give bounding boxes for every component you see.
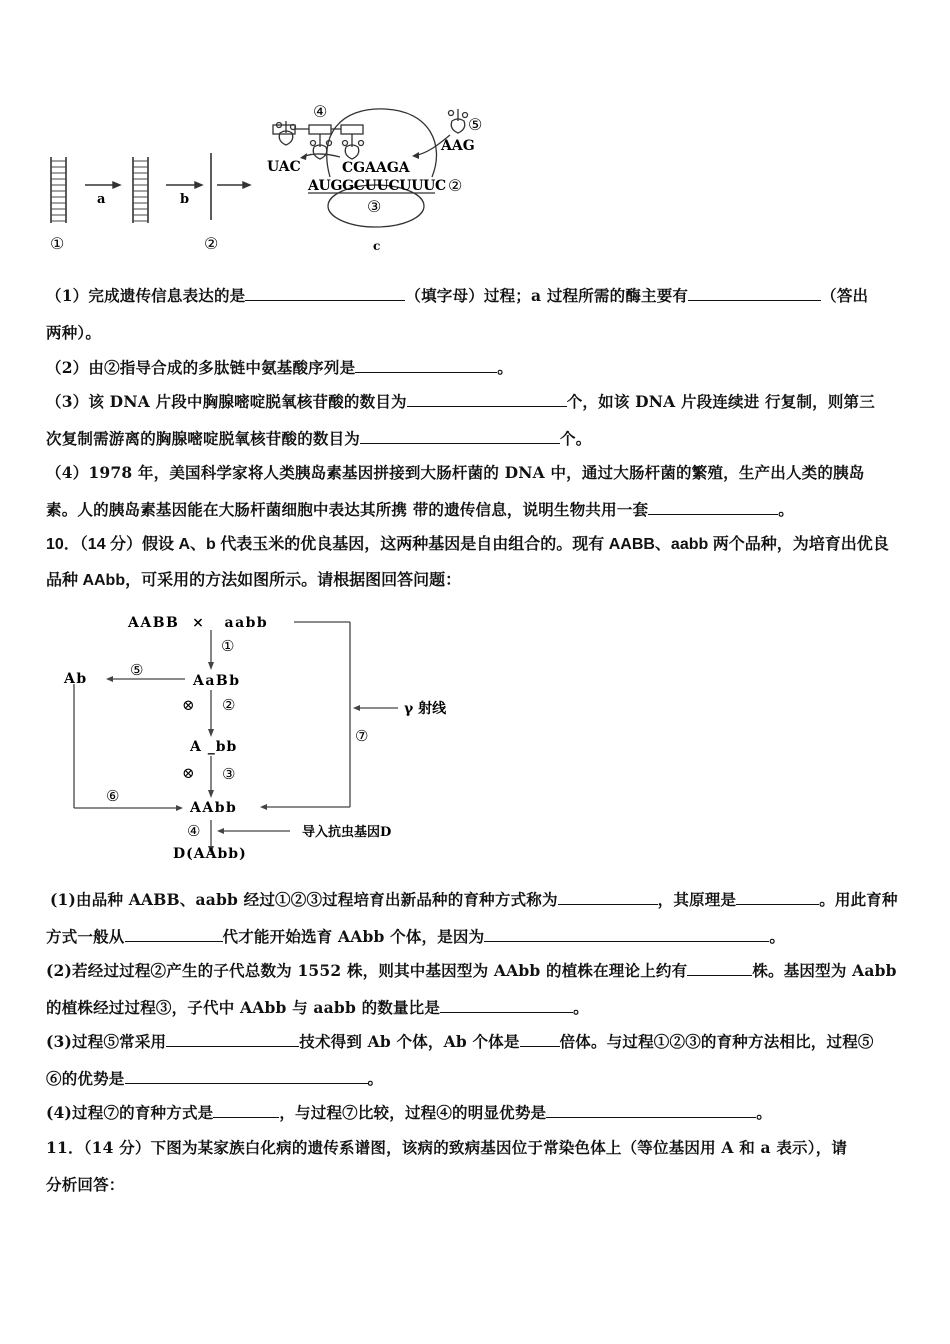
- q10-header-line2: 品种 AAbb，可采用的方法如图所示。请根据图回答问题：: [46, 572, 462, 589]
- q9-part3-line2: 次复制需游离的胸腺嘧啶脱氧核苷酸的数目为 个。: [46, 429, 592, 448]
- a-bb-genotype: A _bb: [190, 739, 238, 755]
- answer-blank[interactable]: [688, 286, 821, 301]
- q10-sub2-line2: 的植株经过过程③，子代中 AAbb 与 aabb 的数量比是 。: [46, 998, 589, 1017]
- answer-blank[interactable]: [213, 1103, 279, 1118]
- gamma-ray-label: γ 射线: [404, 701, 447, 717]
- mrna-sequence: AUGGCUUCUUUC: [308, 178, 446, 194]
- insert-gene-label: 导入抗虫基因D: [302, 825, 392, 840]
- answer-blank[interactable]: [520, 1032, 560, 1047]
- q10-header-line1: 10．（14 分）假设 A、b 代表玉米的优良基因，这两种基因是自由组合的。现有 AABB、aabb 两个品种，为培育出优良: [46, 536, 889, 553]
- q9-part2: （2）由②指导合成的多肽链中氨基酸序列是 。: [46, 358, 513, 377]
- trna-label-5: ⑤: [468, 115, 483, 134]
- q10-sub3-line2: ⑥的优势是 。: [46, 1069, 384, 1088]
- q10-sub1-line1: (1)由品种 AABB、aabb 经过①②③过程培育出新品种的育种方式称为 ，其原理是 。用此育种: [50, 890, 898, 909]
- process-b-label: b: [180, 192, 190, 207]
- answer-blank[interactable]: [558, 890, 658, 905]
- answer-blank[interactable]: [546, 1103, 756, 1118]
- step-5-label: ⑤: [130, 661, 144, 679]
- q11-line1: 11．（14 分）下图为某家族白化病的遗传系谱图，该病的致病基因位于常染色体上（等位基因用 A 和 a 表示），请: [46, 1138, 848, 1157]
- q11-line2: 分析回答：: [46, 1175, 125, 1194]
- final-genotype: D(AAbb): [173, 846, 247, 862]
- breeding-flow-diagram: [50, 600, 470, 870]
- mrna-label-2-right: ②: [448, 176, 463, 195]
- step-2-label: ②: [222, 696, 236, 714]
- step-6-label: ⑥: [106, 787, 120, 805]
- target-genotype: AAbb: [190, 800, 238, 816]
- ab-genotype: Ab: [64, 671, 88, 687]
- q10-sub1-line2: 方式一般从 代才能开始选育 AAbb 个体，是因为 。: [46, 927, 786, 946]
- answer-blank[interactable]: [125, 1069, 368, 1084]
- q9-part3-line1: （3）该 DNA 片段中胸腺嘧啶脱氧核苷酸的数目为 个，如该 DNA 片段连续进 行复制，则第三: [46, 392, 875, 411]
- step-4-label: ④: [187, 822, 201, 840]
- answer-blank[interactable]: [648, 500, 778, 515]
- parents-genotypes: AABB × aabb: [128, 615, 269, 631]
- answer-blank[interactable]: [245, 286, 405, 301]
- peptide-label-4: ④: [313, 102, 328, 121]
- f1-genotype: AaBb: [193, 673, 241, 689]
- dna-label-1: ①: [50, 234, 65, 253]
- answer-blank[interactable]: [407, 392, 567, 407]
- mrna-label-2: ②: [204, 234, 219, 253]
- q10-sub4: (4)过程⑦的育种方式是 ，与过程⑦比较，过程④的明显优势是 。: [46, 1103, 772, 1122]
- anticodon-uac: UAC: [267, 159, 301, 175]
- anticodons-center: CGAAGA: [342, 160, 410, 176]
- step-3-label: ③: [222, 765, 236, 783]
- q9-part1-line1: （1）完成遗传信息表达的是 （填字母）过程；a 过程所需的酶主要有 （答出: [46, 286, 869, 305]
- answer-blank[interactable]: [360, 429, 560, 444]
- process-a-label: a: [97, 192, 106, 207]
- answer-blank[interactable]: [440, 998, 573, 1013]
- answer-blank[interactable]: [355, 358, 497, 373]
- answer-blank[interactable]: [736, 890, 819, 905]
- selfing-symbol-1: ⊗: [182, 696, 195, 714]
- answer-blank[interactable]: [484, 927, 769, 942]
- process-c-label: c: [373, 239, 381, 253]
- q10-sub3-line1: (3)过程⑤常采用 技术得到 Ab 个体，Ab 个体是 倍体。与过程①②③的育种方法相比，过程⑤: [46, 1032, 874, 1051]
- q9-part1-line2: 两种）。: [46, 323, 102, 342]
- selfing-symbol-2: ⊗: [182, 764, 195, 782]
- answer-blank[interactable]: [166, 1032, 299, 1047]
- q9-part4-line1: （4）1978 年，美国科学家将人类胰岛素基因拼接到大肠杆菌的 DNA 中，通过大肠杆菌的繁殖，生产出人类的胰岛: [46, 463, 865, 482]
- anticodon-aag: AAG: [441, 138, 475, 154]
- ribosome-label-3: ③: [367, 197, 382, 216]
- step-1-label: ①: [221, 637, 235, 655]
- q9-part4-line2: 素。人的胰岛素基因能在大肠杆菌细胞中表达其所携 带的遗传信息，说明生物共用一套 。: [46, 500, 794, 519]
- gene-expression-diagram: [40, 95, 510, 260]
- step-7-label: ⑦: [355, 727, 369, 745]
- q10-sub2-line1: (2)若经过过程②产生的子代总数为 1552 株，则其中基因型为 AAbb 的植株在理论上约有 株。基因型为 Aabb: [46, 961, 897, 980]
- answer-blank[interactable]: [687, 961, 752, 976]
- answer-blank[interactable]: [125, 927, 223, 942]
